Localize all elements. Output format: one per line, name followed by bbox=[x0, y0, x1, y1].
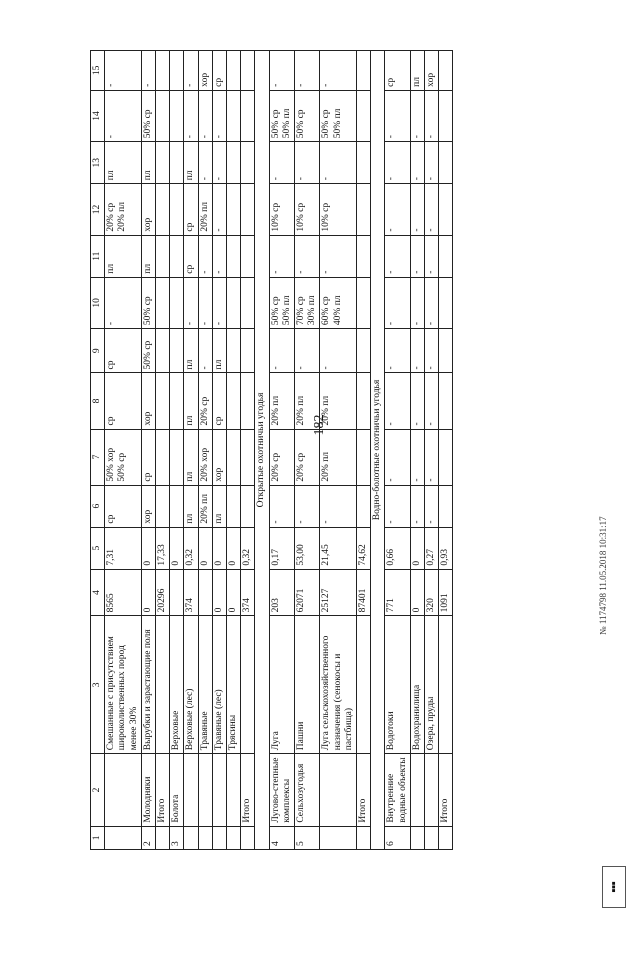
table-cell bbox=[227, 51, 241, 91]
table-cell: 0,17 bbox=[269, 527, 294, 569]
column-header: 15 bbox=[91, 51, 105, 91]
table-cell: 2 bbox=[141, 826, 155, 849]
document-footer: № 1174798 11.05.2018 10:31:17 bbox=[598, 516, 608, 635]
table-cell: ср bbox=[212, 51, 226, 91]
table-cell bbox=[170, 569, 184, 616]
table-cell: Пашни bbox=[295, 616, 320, 754]
table-cell bbox=[170, 184, 184, 235]
table-cell bbox=[357, 485, 371, 527]
table-cell: - bbox=[425, 485, 439, 527]
section-row bbox=[255, 51, 269, 850]
table-cell: Луга bbox=[269, 616, 294, 754]
table-cell: 320 bbox=[425, 569, 439, 616]
table-row bbox=[320, 51, 357, 850]
table-cell: Трясины bbox=[227, 616, 241, 754]
table-cell: 21,45 bbox=[320, 527, 357, 569]
column-header: 7 bbox=[91, 429, 105, 485]
table-cell: Итого bbox=[357, 754, 371, 826]
table-cell: Итого bbox=[439, 754, 453, 826]
table-cell bbox=[241, 90, 255, 141]
table-row bbox=[357, 51, 371, 850]
table-cell: - bbox=[410, 184, 424, 235]
table-cell bbox=[170, 329, 184, 373]
table-cell bbox=[170, 51, 184, 91]
table-cell: пл bbox=[141, 142, 155, 184]
table-cell bbox=[212, 754, 226, 826]
table-cell bbox=[156, 373, 170, 429]
table-cell bbox=[227, 754, 241, 826]
table-cell bbox=[170, 429, 184, 485]
table-cell: - bbox=[212, 235, 226, 277]
table-cell: 20296 bbox=[156, 569, 170, 616]
table-cell: ср bbox=[184, 235, 198, 277]
table-cell: пл bbox=[184, 142, 198, 184]
table-row bbox=[425, 51, 439, 850]
table-cell bbox=[410, 826, 424, 849]
table-cell: пл bbox=[105, 142, 142, 184]
table-cell bbox=[227, 373, 241, 429]
table-cell bbox=[410, 754, 424, 826]
table-row bbox=[198, 51, 212, 850]
table-cell bbox=[241, 485, 255, 527]
table-cell: 374 bbox=[184, 569, 198, 616]
table-row bbox=[295, 51, 320, 850]
table-cell bbox=[357, 616, 371, 754]
table-cell bbox=[241, 329, 255, 373]
table-cell: - bbox=[410, 235, 424, 277]
table-cell bbox=[320, 826, 357, 849]
table-cell bbox=[170, 277, 184, 328]
column-header: 6 bbox=[91, 485, 105, 527]
table-cell bbox=[439, 329, 453, 373]
table-cell: 0 bbox=[227, 527, 241, 569]
table-cell bbox=[357, 142, 371, 184]
column-header: 3 bbox=[91, 616, 105, 754]
table-cell: 6 bbox=[385, 826, 410, 849]
table-cell: 374 bbox=[241, 569, 255, 616]
table-cell: Смешанные с присутствием широколиственных пород менее 30% bbox=[105, 616, 142, 754]
table-cell: - bbox=[425, 373, 439, 429]
table-cell: Молодняки bbox=[141, 754, 155, 826]
table-cell bbox=[439, 51, 453, 91]
table-cell: 50% ср 50% пл bbox=[269, 277, 294, 328]
column-header: 5 bbox=[91, 527, 105, 569]
table-cell bbox=[156, 90, 170, 141]
table-cell: - bbox=[410, 142, 424, 184]
table-cell: пл bbox=[184, 373, 198, 429]
table-row bbox=[439, 51, 453, 850]
table-cell bbox=[198, 754, 212, 826]
table-cell bbox=[357, 184, 371, 235]
table-cell: - bbox=[295, 51, 320, 91]
table-cell: - bbox=[410, 329, 424, 373]
table-cell bbox=[439, 184, 453, 235]
table-cell: - bbox=[410, 277, 424, 328]
table-cell bbox=[357, 277, 371, 328]
table-cell bbox=[170, 485, 184, 527]
table-cell: 62071 bbox=[295, 569, 320, 616]
table-cell: - bbox=[295, 235, 320, 277]
table-cell bbox=[227, 277, 241, 328]
table-cell: 10% ср bbox=[269, 184, 294, 235]
table-cell: - bbox=[184, 90, 198, 141]
table-cell: пл bbox=[184, 329, 198, 373]
table-cell bbox=[156, 51, 170, 91]
table-cell bbox=[227, 329, 241, 373]
table-cell: - bbox=[269, 142, 294, 184]
table-cell: - bbox=[212, 90, 226, 141]
table-cell bbox=[170, 90, 184, 141]
table-cell bbox=[105, 826, 142, 849]
table-cell: Болота bbox=[170, 754, 184, 826]
table-cell: - bbox=[198, 235, 212, 277]
table-cell: - bbox=[425, 90, 439, 141]
table-cell: пл bbox=[105, 235, 142, 277]
table-cell: - bbox=[320, 51, 357, 91]
table-cell bbox=[227, 235, 241, 277]
table-cell: - bbox=[385, 90, 410, 141]
table-cell: пл bbox=[410, 51, 424, 91]
table-body bbox=[105, 51, 453, 850]
table-cell: 50% ср 50% пл bbox=[320, 90, 357, 141]
table-cell: Лугово-степные комплексы bbox=[269, 754, 294, 826]
table-cell bbox=[156, 184, 170, 235]
table-cell: 50% ср 50% пл bbox=[269, 90, 294, 141]
table-cell: 25127 bbox=[320, 569, 357, 616]
header-row bbox=[91, 51, 105, 850]
section-title: Водно-болотные охотничьи угодья bbox=[371, 51, 385, 850]
table-cell bbox=[439, 277, 453, 328]
table-row bbox=[269, 51, 294, 850]
page-number: 182 bbox=[312, 414, 327, 436]
section-title: Открытые охотничьи угодья bbox=[255, 51, 269, 850]
table-cell: 0 bbox=[141, 527, 155, 569]
table-cell: пл bbox=[141, 235, 155, 277]
table-row bbox=[105, 51, 142, 850]
table-cell: 50% ср bbox=[141, 329, 155, 373]
table-cell: Верховые bbox=[170, 616, 184, 754]
table-cell: Итого bbox=[156, 754, 170, 826]
table-cell: - bbox=[425, 277, 439, 328]
table-cell: 20% пл bbox=[198, 485, 212, 527]
table-cell: - bbox=[385, 329, 410, 373]
table-cell: ср bbox=[105, 329, 142, 373]
table-cell: Внутренние водные объекты bbox=[385, 754, 410, 826]
table-cell: 1091 bbox=[439, 569, 453, 616]
table-cell: 17,33 bbox=[156, 527, 170, 569]
table-cell: хор bbox=[212, 429, 226, 485]
column-header: 14 bbox=[91, 90, 105, 141]
table-cell: - bbox=[320, 235, 357, 277]
table-cell: 53,00 bbox=[295, 527, 320, 569]
table-cell: 87401 bbox=[357, 569, 371, 616]
table-cell: ср bbox=[141, 429, 155, 485]
table-cell bbox=[227, 90, 241, 141]
table-cell: пл bbox=[212, 485, 226, 527]
table-cell: - bbox=[295, 142, 320, 184]
table-cell: 20% ср bbox=[269, 429, 294, 485]
table-cell: - bbox=[184, 51, 198, 91]
table-cell: Травяные (лес) bbox=[212, 616, 226, 754]
table-cell: хор bbox=[198, 51, 212, 91]
table-cell bbox=[241, 429, 255, 485]
table-row bbox=[241, 51, 255, 850]
table-cell: 7,31 bbox=[105, 527, 142, 569]
table-cell: - bbox=[198, 329, 212, 373]
table-cell: - bbox=[141, 51, 155, 91]
table-cell bbox=[156, 826, 170, 849]
table-cell: Сельхозугодья bbox=[295, 754, 320, 826]
table-cell bbox=[357, 826, 371, 849]
column-header: 9 bbox=[91, 329, 105, 373]
table-cell bbox=[241, 616, 255, 754]
table-cell: - bbox=[212, 184, 226, 235]
table-cell bbox=[439, 235, 453, 277]
table-cell: - bbox=[410, 429, 424, 485]
table-cell: - bbox=[105, 51, 142, 91]
table-cell: - bbox=[320, 485, 357, 527]
table-cell: - bbox=[425, 184, 439, 235]
table-cell bbox=[156, 235, 170, 277]
table-cell bbox=[439, 142, 453, 184]
table-cell: 0 bbox=[410, 527, 424, 569]
table-cell: 5 bbox=[295, 826, 320, 849]
table-cell: 771 bbox=[385, 569, 410, 616]
table-cell: 0,32 bbox=[241, 527, 255, 569]
table-cell: 20% хор bbox=[198, 429, 212, 485]
table-cell: - bbox=[198, 142, 212, 184]
column-header: 12 bbox=[91, 184, 105, 235]
table-cell bbox=[227, 142, 241, 184]
table-cell bbox=[198, 569, 212, 616]
table-cell: 0 bbox=[227, 569, 241, 616]
table-cell bbox=[357, 235, 371, 277]
table-cell: 0,32 bbox=[184, 527, 198, 569]
table-cell: 20% пл bbox=[198, 184, 212, 235]
table-cell: 20% пл bbox=[269, 373, 294, 429]
table-cell: - bbox=[269, 329, 294, 373]
table-cell: ср bbox=[184, 184, 198, 235]
table-cell: 20% пл bbox=[295, 373, 320, 429]
table-row bbox=[141, 51, 155, 850]
table-cell: - bbox=[105, 277, 142, 328]
table-cell: - bbox=[320, 142, 357, 184]
table-cell: 74,62 bbox=[357, 527, 371, 569]
table-cell: - bbox=[425, 429, 439, 485]
table-cell: 20% пл bbox=[320, 373, 357, 429]
table-cell: - bbox=[410, 90, 424, 141]
table-cell bbox=[425, 826, 439, 849]
table-cell: 60% ср 40% пл bbox=[320, 277, 357, 328]
table-cell: - bbox=[295, 329, 320, 373]
table-cell: 20% пл bbox=[320, 429, 357, 485]
table-cell bbox=[357, 329, 371, 373]
table-cell bbox=[227, 485, 241, 527]
table-cell: - bbox=[385, 429, 410, 485]
table-cell: 0 bbox=[141, 569, 155, 616]
table-row bbox=[170, 51, 184, 850]
table-cell bbox=[227, 429, 241, 485]
table-cell bbox=[357, 429, 371, 485]
table-row bbox=[156, 51, 170, 850]
table-cell: 20% ср 20% пл bbox=[105, 184, 142, 235]
table-cell bbox=[105, 754, 142, 826]
table-cell: 0,27 bbox=[425, 527, 439, 569]
table-cell: пл bbox=[184, 485, 198, 527]
table-cell: хор bbox=[425, 51, 439, 91]
table-cell: 70% ср 30% пл bbox=[295, 277, 320, 328]
table-cell: пл bbox=[184, 429, 198, 485]
table-cell bbox=[212, 826, 226, 849]
table-row bbox=[212, 51, 226, 850]
column-header: 8 bbox=[91, 373, 105, 429]
table-cell: Озера, пруды bbox=[425, 616, 439, 754]
table-cell: Вырубки и зарастающие поля bbox=[141, 616, 155, 754]
table-cell: 0 bbox=[410, 569, 424, 616]
table-cell: - bbox=[425, 235, 439, 277]
table-cell: 8565 bbox=[105, 569, 142, 616]
table-cell bbox=[425, 754, 439, 826]
table-row bbox=[184, 51, 198, 850]
table-cell: Итого bbox=[241, 754, 255, 826]
table-cell: 203 bbox=[269, 569, 294, 616]
table-cell bbox=[156, 142, 170, 184]
stamp-logo: ■■■ bbox=[602, 866, 626, 908]
table-cell: ср bbox=[212, 373, 226, 429]
table-cell: - bbox=[295, 485, 320, 527]
table-cell: - bbox=[385, 184, 410, 235]
table-cell: 50% ср bbox=[141, 90, 155, 141]
hunting-grounds-table bbox=[90, 50, 453, 850]
table-cell: - bbox=[385, 235, 410, 277]
table-cell: - bbox=[385, 373, 410, 429]
table-cell: 50% хор 50% ср bbox=[105, 429, 142, 485]
table-cell bbox=[241, 51, 255, 91]
table-cell: 20% ср bbox=[198, 373, 212, 429]
table-cell: хор bbox=[141, 485, 155, 527]
table-cell: - bbox=[212, 277, 226, 328]
table-cell: хор bbox=[141, 184, 155, 235]
table-cell bbox=[241, 373, 255, 429]
table-cell: 0 bbox=[212, 569, 226, 616]
table-cell: 3 bbox=[170, 826, 184, 849]
table-cell: 20% ср bbox=[295, 429, 320, 485]
table-cell bbox=[439, 429, 453, 485]
table-cell bbox=[241, 235, 255, 277]
table-cell: 50% ср bbox=[295, 90, 320, 141]
table-cell: - bbox=[410, 373, 424, 429]
table-row bbox=[227, 51, 241, 850]
table-cell bbox=[439, 616, 453, 754]
table-cell: пл bbox=[212, 329, 226, 373]
table-cell bbox=[170, 142, 184, 184]
table-cell: - bbox=[385, 142, 410, 184]
table-cell bbox=[184, 826, 198, 849]
table-cell bbox=[156, 329, 170, 373]
table-cell: 10% ср bbox=[295, 184, 320, 235]
table-cell bbox=[439, 90, 453, 141]
table-cell: 4 bbox=[269, 826, 294, 849]
table-cell bbox=[357, 90, 371, 141]
table-cell: - bbox=[320, 329, 357, 373]
table-cell: Верховые (лес) bbox=[184, 616, 198, 754]
column-header: 13 bbox=[91, 142, 105, 184]
table-cell bbox=[184, 754, 198, 826]
column-header: 2 bbox=[91, 754, 105, 826]
table-cell bbox=[156, 616, 170, 754]
table-cell: - bbox=[198, 277, 212, 328]
table-cell bbox=[227, 184, 241, 235]
column-header: 4 bbox=[91, 569, 105, 616]
table-cell: Травяные bbox=[198, 616, 212, 754]
table-cell: - bbox=[184, 277, 198, 328]
table-cell: - bbox=[269, 235, 294, 277]
table-cell: 0 bbox=[212, 527, 226, 569]
column-header: 10 bbox=[91, 277, 105, 328]
table-cell bbox=[241, 277, 255, 328]
table-cell bbox=[357, 373, 371, 429]
table-cell: Водохранилища bbox=[410, 616, 424, 754]
table-cell: 0 bbox=[170, 527, 184, 569]
table-cell bbox=[227, 826, 241, 849]
table-cell: - bbox=[385, 485, 410, 527]
table-cell: 0,66 bbox=[385, 527, 410, 569]
table-cell: ср bbox=[105, 373, 142, 429]
section-row bbox=[371, 51, 385, 850]
table-cell bbox=[156, 429, 170, 485]
table-cell: - bbox=[198, 90, 212, 141]
table-cell: - bbox=[212, 142, 226, 184]
table-cell: 50% ср bbox=[141, 277, 155, 328]
table-cell: 0 bbox=[198, 527, 212, 569]
table-cell bbox=[241, 184, 255, 235]
table-cell: - bbox=[269, 485, 294, 527]
table-cell bbox=[156, 277, 170, 328]
table-cell: ср bbox=[385, 51, 410, 91]
table-cell bbox=[241, 826, 255, 849]
table-row bbox=[410, 51, 424, 850]
table-cell: Водотоки bbox=[385, 616, 410, 754]
table-cell bbox=[198, 826, 212, 849]
table-cell: Луга сельскохозяйственного назначения (сенокосы и пастбища) bbox=[320, 616, 357, 754]
column-header: 11 bbox=[91, 235, 105, 277]
table-cell bbox=[357, 51, 371, 91]
column-header: 1 bbox=[91, 826, 105, 849]
table-cell bbox=[170, 373, 184, 429]
table-cell: - bbox=[385, 277, 410, 328]
table-row bbox=[385, 51, 410, 850]
table-cell bbox=[156, 485, 170, 527]
table-cell: - bbox=[105, 90, 142, 141]
table-cell: - bbox=[425, 142, 439, 184]
table-cell bbox=[439, 826, 453, 849]
table-cell bbox=[439, 485, 453, 527]
table-cell: - bbox=[410, 485, 424, 527]
table-cell bbox=[241, 142, 255, 184]
table-cell: хор bbox=[141, 373, 155, 429]
table-cell bbox=[320, 754, 357, 826]
table-cell bbox=[170, 235, 184, 277]
table-cell bbox=[439, 373, 453, 429]
table-cell: - bbox=[425, 329, 439, 373]
table-cell: 10% ср bbox=[320, 184, 357, 235]
table-cell: ср bbox=[105, 485, 142, 527]
table-cell: 0,93 bbox=[439, 527, 453, 569]
table-cell: - bbox=[269, 51, 294, 91]
